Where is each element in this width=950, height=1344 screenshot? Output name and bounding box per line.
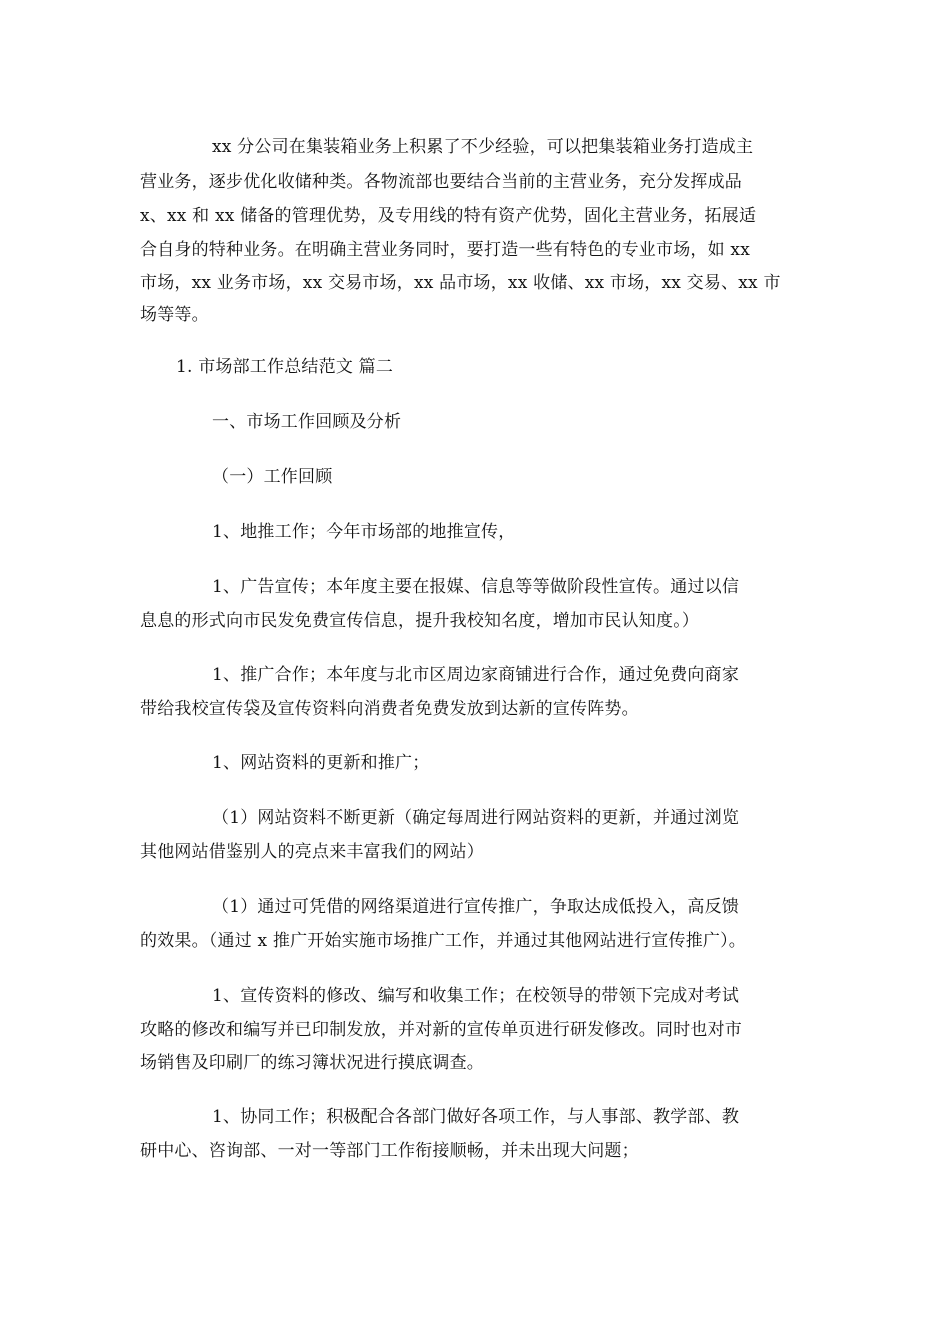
text-line: 攻略的修改和编写并已印制发放，并对新的宣传单页进行研发修改。同时也对市 <box>140 1020 742 1040</box>
text-line: 营业务，逐步优化收储种类。各物流部也要结合当前的主营业务，充分发挥成品 <box>140 172 742 192</box>
section-heading: 1. 市场部工作总结范文 篇二 <box>176 357 394 377</box>
text-line: （1）网站资料不断更新（确定每周进行网站资料的更新，并通过浏览 <box>212 808 740 828</box>
text-line: 1、协同工作；积极配合各部门做好各项工作，与人事部、教学部、教 <box>212 1107 740 1127</box>
text-line: 合自身的特种业务。在明确主营业务同时，要打造一些有特色的专业市场，如 xx <box>140 240 750 260</box>
text-line: x、xx 和 xx 储备的管理优势，及专用线的特有资产优势，固化主营业务，拓展适 <box>140 206 757 226</box>
text-line: 1、宣传资料的修改、编写和收集工作；在校领导的带领下完成对考试 <box>212 986 740 1006</box>
text-line: 的效果。（通过 x 推广开始实施市场推广工作，并通过其他网站进行宣传推广）。 <box>140 931 746 951</box>
text-line: 1、广告宣传；本年度主要在报媒、信息等等做阶段性宣传。通过以信 <box>212 577 740 597</box>
text-line: 市场，xx 业务市场，xx 交易市场，xx 品市场，xx 收储、xx 市场，xx 交易、xx 市 <box>140 273 781 293</box>
text-line: xx 分公司在集装箱业务上积累了不少经验，可以把集装箱业务打造成主 <box>212 137 754 157</box>
text-line: 息息的形式向市民发免费宣传信息，提升我校知名度，增加市民认知度。） <box>140 611 700 631</box>
text-line: 其他网站借鉴别人的亮点来丰富我们的网站） <box>140 842 484 862</box>
subheading-work-review: （一）工作回顾 <box>212 467 333 487</box>
text-line: 1、推广合作；本年度与北市区周边家商铺进行合作，通过免费向商家 <box>212 665 740 685</box>
text-line: 场销售及印刷厂的练习簿状况进行摸底调查。 <box>140 1053 484 1073</box>
text-line: 场等等。 <box>140 305 209 325</box>
item-ground-promotion: 1、地推工作；今年市场部的地推宣传， <box>212 522 516 542</box>
item-website: 1、网站资料的更新和推广； <box>212 753 430 773</box>
text-line: （1）通过可凭借的网络渠道进行宣传推广，争取达成低投入，高反馈 <box>212 897 740 917</box>
text-line: 研中心、咨询部、一对一等部门工作衔接顺畅，并未出现大问题； <box>140 1141 639 1161</box>
text-line: 带给我校宣传袋及宣传资料向消费者免费发放到达新的宣传阵势。 <box>140 699 639 719</box>
subheading-review-analysis: 一、市场工作回顾及分析 <box>212 412 402 432</box>
